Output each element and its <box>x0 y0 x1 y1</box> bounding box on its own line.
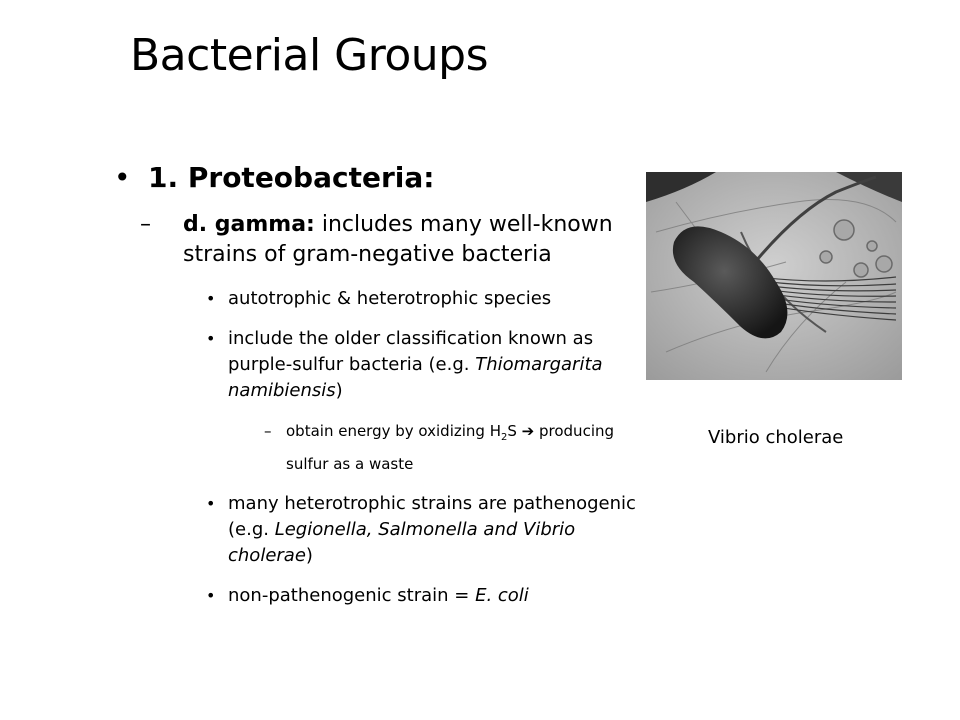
point-end: ) <box>305 545 313 566</box>
bullet-mark: • <box>114 161 131 194</box>
gamma-label: d. gamma: <box>183 212 315 237</box>
micrograph-drawing <box>646 172 902 380</box>
bullet-mark: • <box>206 289 216 308</box>
bullet-mark: • <box>206 329 216 348</box>
bullet-level3 <box>206 583 638 609</box>
slide-body <box>114 160 654 623</box>
point-italic: Thiomargarita namibiensis <box>228 354 603 401</box>
point-end: ) <box>335 380 343 401</box>
point-italic: Legionella, Salmonella and Vibrio cholerae <box>228 519 576 566</box>
dash-mark: – <box>264 422 272 440</box>
point-italic: E. coli <box>475 585 529 606</box>
sub-point-pre: obtain energy by oxidizing H <box>286 422 501 440</box>
point-text: include the older classification known as purple-sulfur bacteria (e.g. <box>228 328 594 375</box>
bullet-level1 <box>114 160 654 196</box>
point-text: non-pathenogenic strain = <box>228 585 476 606</box>
point-text: autotrophic & heterotrophic species <box>228 288 552 309</box>
dash-mark: – <box>140 212 151 237</box>
bullet-text: 1. Proteobacteria: <box>148 161 435 194</box>
arrow-icon: ➔ <box>521 422 535 440</box>
subscript-2: 2 <box>500 432 508 443</box>
point-text: many heterotrophic strains are pathenogenic (e.g. <box>228 493 636 540</box>
sub-point-mid: S <box>507 422 522 440</box>
bullet-mark: • <box>206 586 216 605</box>
image-caption: Vibrio cholerae <box>708 427 844 448</box>
bullet-level3 <box>206 491 638 569</box>
slide-title: Bacterial Groups <box>130 30 489 81</box>
bullet-level3 <box>206 286 638 312</box>
bullet-mark: • <box>206 494 216 513</box>
bullet-level3 <box>206 326 638 404</box>
gamma-text: includes many well-known strains of gram-negative bacteria <box>183 212 613 267</box>
bullet-level2 <box>140 210 654 270</box>
sub-point-post: producing sulfur as a waste <box>286 422 615 473</box>
vibrio-micrograph <box>646 172 902 380</box>
bullet-level4 <box>264 418 616 477</box>
